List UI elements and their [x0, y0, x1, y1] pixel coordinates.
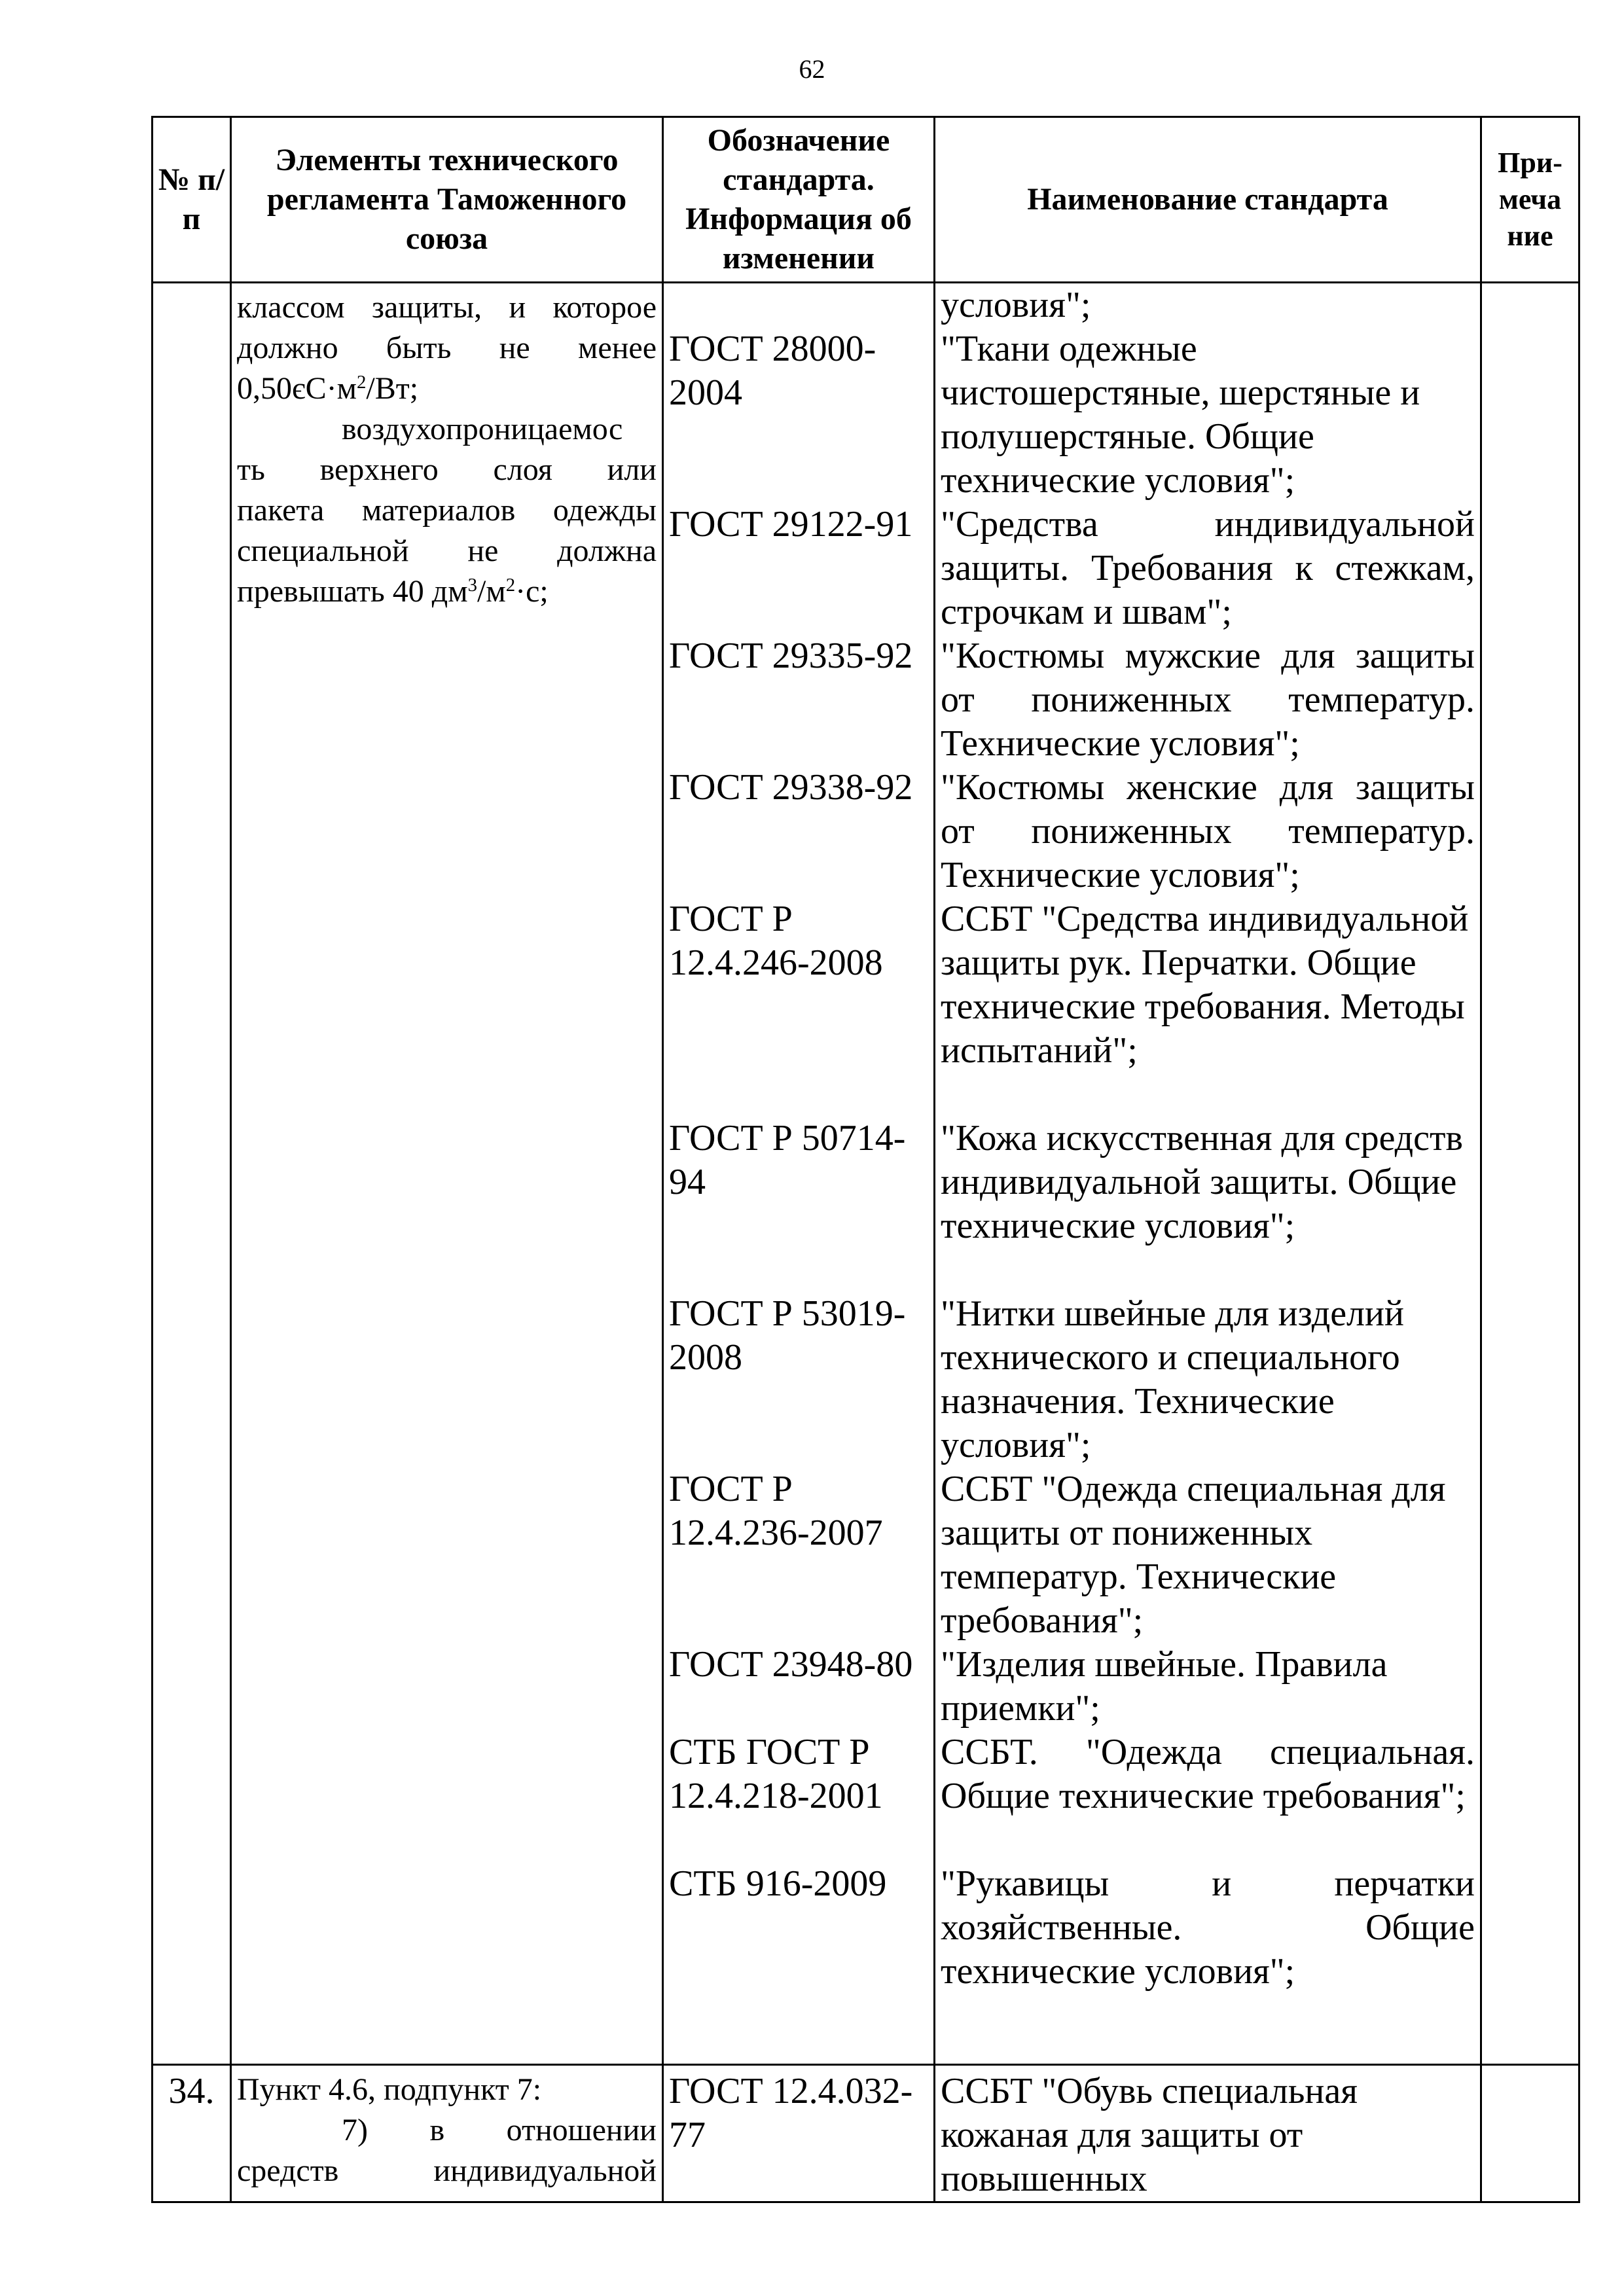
designation-entry — [669, 283, 928, 327]
element-line: должно быть не менее — [237, 331, 657, 365]
designation-entry: ГОСТ Р 53019-2008 — [669, 1293, 906, 1378]
designation-entry: ГОСТ Р 12.4.246-2008 — [669, 899, 883, 983]
element-line: 7) в отношении — [342, 2113, 657, 2147]
standard-name-cell: ССБТ "Обувь специальная кожаная для защиты от повышенных — [935, 2065, 1481, 2202]
element-line: Пункт 4.6, подпункт 7: — [237, 2072, 542, 2107]
row-number-cell — [153, 283, 231, 2065]
designation-entry: ГОСТ Р 12.4.236-2007 — [669, 1469, 883, 1553]
designation-entry: ГОСТ 29338-92 — [669, 767, 913, 808]
header-elements: Элементы технического регламента Таможенного союза — [231, 117, 663, 283]
header-note: При-меча ние — [1481, 117, 1579, 283]
note-cell — [1481, 283, 1579, 2065]
standard-name-entry: ССБТ. "Одежда специальная. Общие технические требования"; — [941, 1732, 1475, 1816]
designation-entry: ГОСТ 29122-91 — [669, 504, 913, 545]
designation-entry: ГОСТ Р 50714-94 — [669, 1118, 906, 1202]
designation-cell: ГОСТ 12.4.032-77 — [663, 2065, 935, 2202]
standard-name-entry: условия"; — [941, 285, 1091, 325]
element-line: классом защиты, и которое — [237, 290, 657, 325]
designation-cell — [663, 283, 935, 2065]
note-cell — [1481, 2065, 1579, 2202]
element-line: воздухопроницаемос — [342, 412, 623, 446]
standard-name-entry: "Изделия швейные. Правила приемки"; — [941, 1644, 1388, 1729]
standard-name-entry: "Костюмы мужские для защиты от пониженных температур. Технические условия"; — [941, 636, 1475, 764]
row-number-cell: 34. — [153, 2065, 231, 2202]
designation-entry: СТБ ГОСТ Р 12.4.218-2001 — [669, 1732, 883, 1816]
standards-table — [151, 116, 1580, 2203]
standard-name-entry: "Рукавицы и перчатки хозяйственные. Общие технические условия"; — [941, 1863, 1475, 1992]
element-line: специальной не должна — [237, 533, 657, 568]
standard-name-entry: ССБТ "Одежда специальная для защиты от пониженных температур. Технические требования"; — [941, 1469, 1446, 1641]
header-designation: Обозначение стандарта. Информация об изменении — [663, 117, 935, 283]
standard-name-entry: "Кожа искусственная для средств индивидуальной защиты. Общие технические условия"; — [941, 1118, 1463, 1246]
standard-name-entry: "Нитки швейные для изделий технического и специального назначения. Технические условия"; — [941, 1293, 1404, 1465]
element-cell — [231, 283, 663, 2065]
page-number: 62 — [799, 54, 825, 84]
element-line: $0,50єС\cdot м^2/Вт$; — [237, 371, 419, 406]
standard-name-entry: "Ткани одежные чистошерстяные, шерстяные и полушерстяные. Общие технические условия"; — [941, 329, 1420, 501]
header-num: № п/п — [153, 117, 231, 283]
designation-entry: ГОСТ 29335-92 — [669, 636, 913, 676]
standard-name-entry: "Костюмы женские для защиты от пониженных температур. Технические условия"; — [941, 767, 1475, 895]
table-row — [153, 283, 1579, 2065]
designation-entry: СТБ 916-2009 — [669, 1863, 887, 1904]
element-line: средств индивидуальной — [237, 2153, 657, 2188]
standard-name-cell — [935, 283, 1481, 2065]
element-line: превышать 40 $дм^3/м^2\cdot с$; — [237, 574, 549, 609]
designation-entry: ГОСТ 28000-2004 — [669, 329, 876, 413]
table-row — [153, 2065, 1579, 2202]
element-line: ть верхнего слоя или — [237, 452, 657, 487]
element-line: пакета материалов одежды — [237, 493, 657, 528]
header-name: Наименование стандарта — [935, 117, 1481, 283]
standard-name-entry: "Средства индивидуальной защиты. Требования к стежкам, строчкам и швам"; — [941, 504, 1475, 632]
standard-name-entry: ССБТ "Средства индивидуальной защиты рук. Перчатки. Общие технические требования. Методы испытаний"; — [941, 899, 1469, 1071]
designation-entry: ГОСТ 23948-80 — [669, 1644, 913, 1685]
element-cell — [231, 2065, 663, 2202]
table-header-row — [153, 117, 1579, 283]
